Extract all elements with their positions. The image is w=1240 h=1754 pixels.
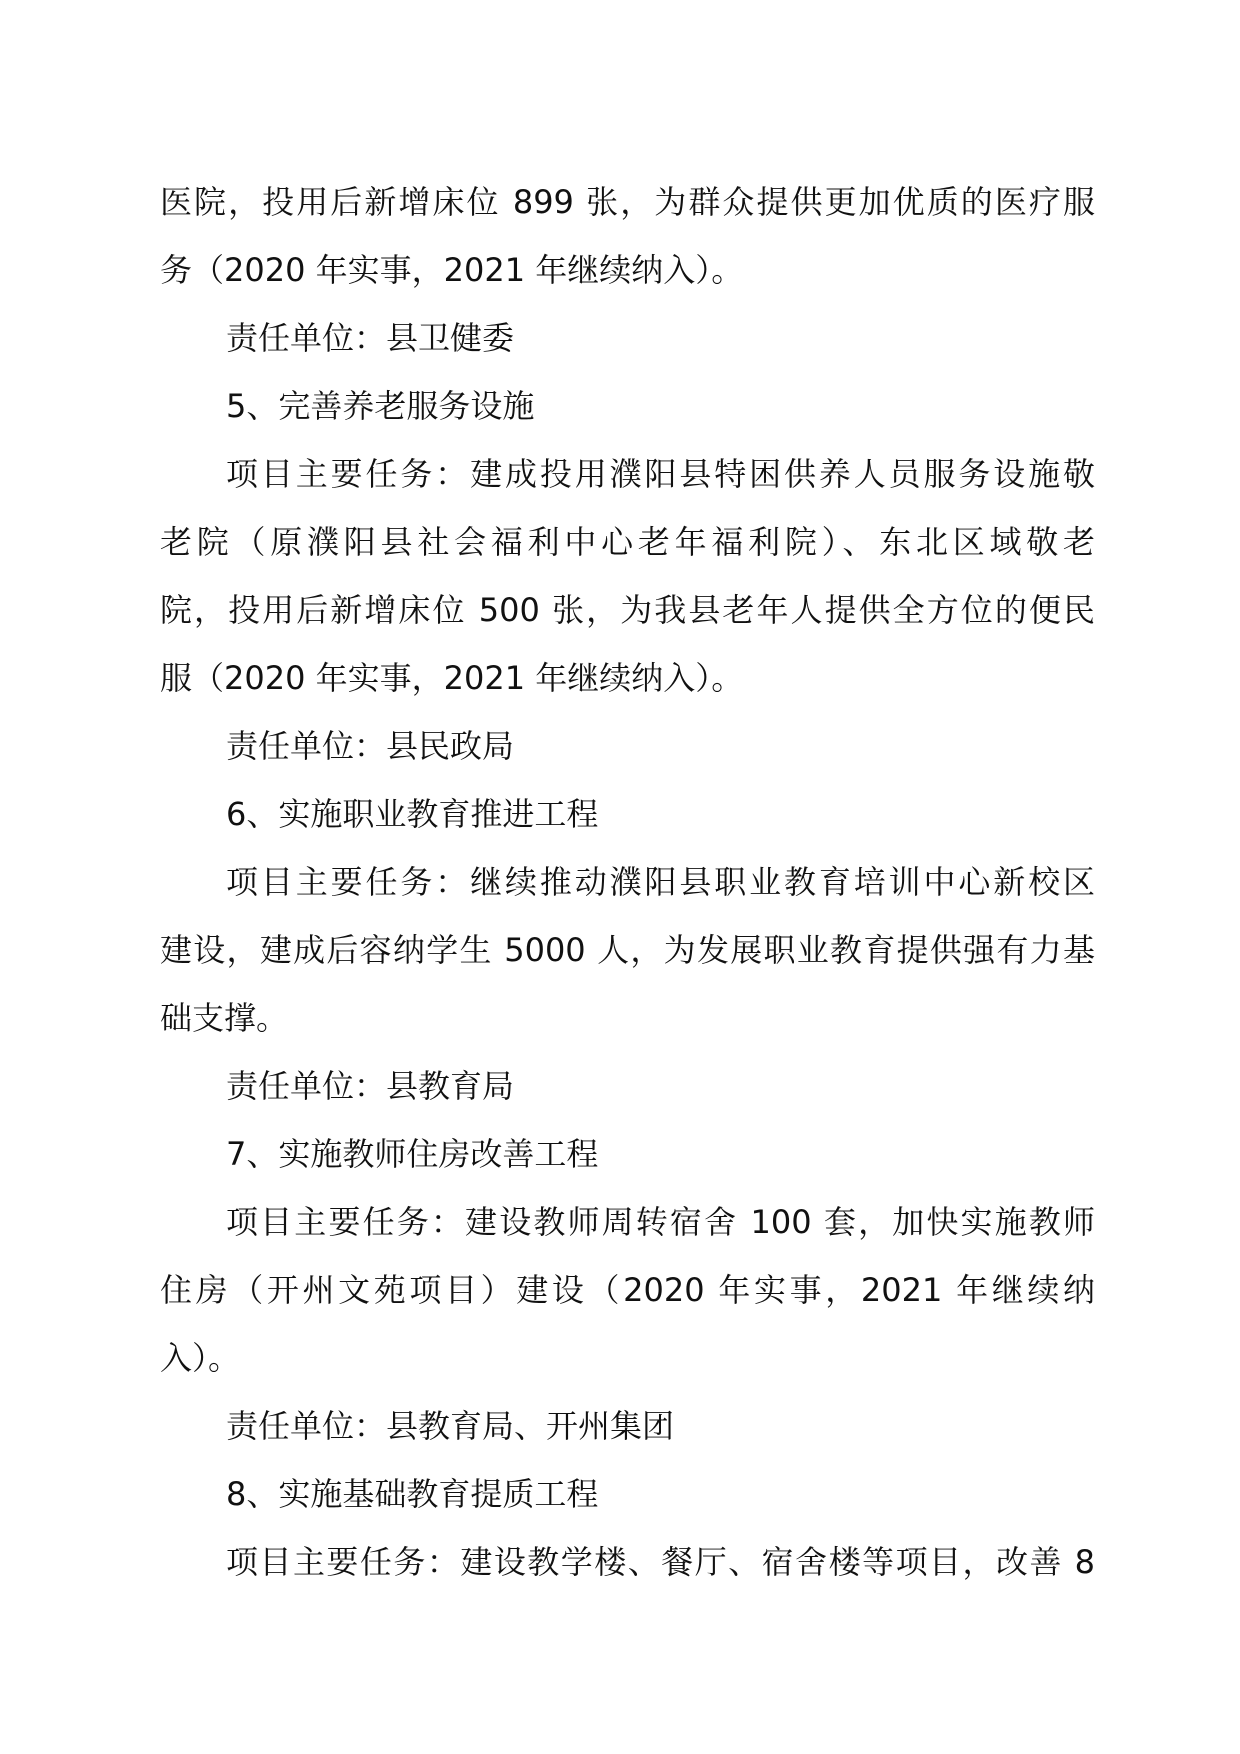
paragraph-line: 项目主要任务：建设教学楼、餐厅、宿舍楼等项目，改善 8 [226,1543,1095,1581]
paragraph-line: 项目主要任务：建设教师周转宿舍 100 套，加快实施教师 [226,1203,1095,1241]
document-body [160,168,1095,1596]
section-heading: 6、实施职业教育推进工程 [226,795,599,833]
paragraph-line: 医院，投用后新增床位 899 张，为群众提供更加优质的医疗服 [160,183,1095,221]
responsible-unit-line: 责任单位：县卫健委 [226,319,515,357]
paragraph-line: 入）。 [160,1339,241,1377]
paragraph-line: 住房（开州文苑项目）建设（2020 年实事，2021 年继续纳 [160,1271,1095,1309]
paragraph-line: 务（2020 年实事，2021 年继续纳入）。 [160,251,744,289]
paragraph-line: 项目主要任务：继续推动濮阳县职业教育培训中心新校区 [226,863,1095,901]
paragraph-line: 院，投用后新增床位 500 张，为我县老年人提供全方位的便民 [160,591,1095,629]
section-heading: 5、完善养老服务设施 [226,387,535,425]
paragraph-line: 服（2020 年实事，2021 年继续纳入）。 [160,659,744,697]
paragraph-line: 础支撑。 [160,999,289,1037]
responsible-unit-line: 责任单位：县教育局、开州集团 [226,1407,675,1445]
section-heading: 8、实施基础教育提质工程 [226,1475,599,1513]
paragraph-line: 老院（原濮阳县社会福利中心老年福利院）、东北区域敬老 [160,523,1095,561]
paragraph-line: 项目主要任务：建成投用濮阳县特困供养人员服务设施敬 [226,455,1095,493]
paragraph-line: 建设，建成后容纳学生 5000 人，为发展职业教育提供强有力基 [160,931,1095,969]
responsible-unit-line: 责任单位：县教育局 [226,1067,515,1105]
section-heading: 7、实施教师住房改善工程 [226,1135,599,1173]
responsible-unit-line: 责任单位：县民政局 [226,727,515,765]
